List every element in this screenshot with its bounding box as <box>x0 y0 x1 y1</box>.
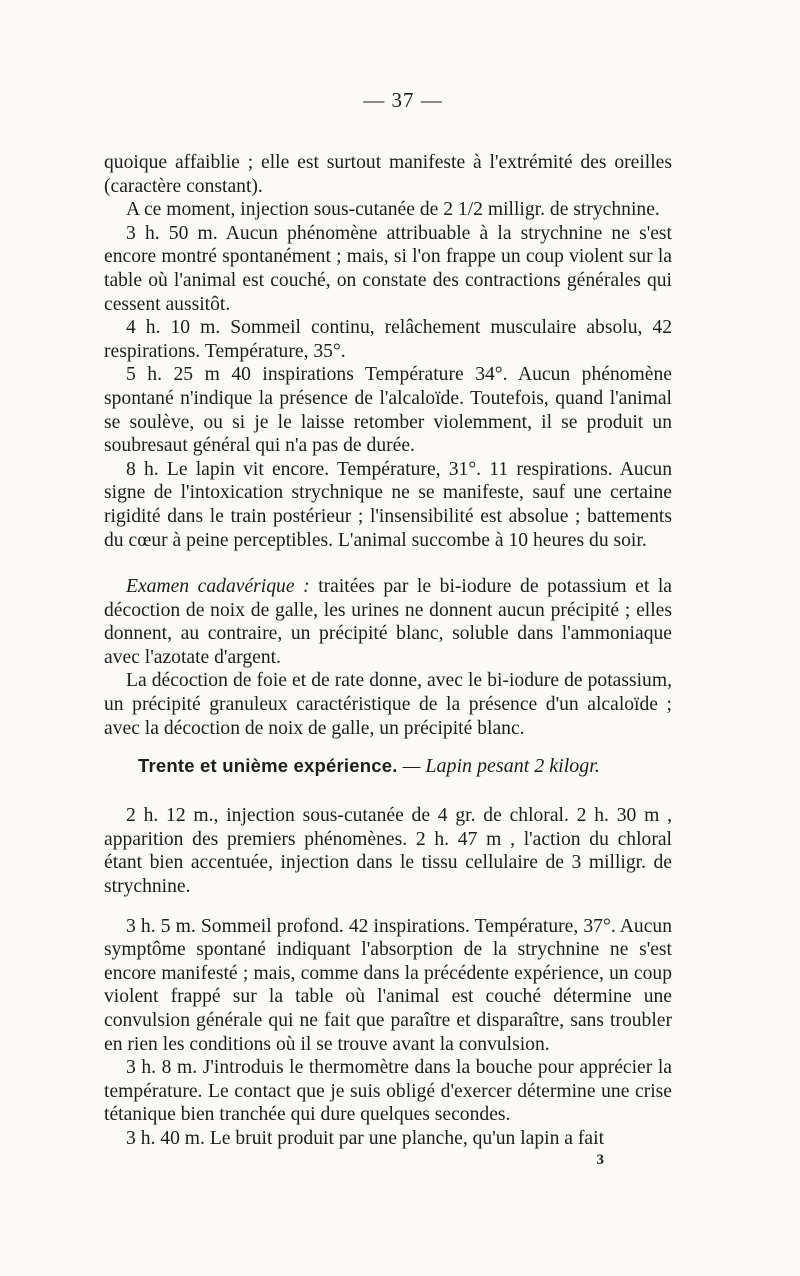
paragraph-7 <box>104 575 672 669</box>
paragraph-10: 3 h. 5 m. Sommeil profond. 42 inspirations. Température, 37°. Aucun symptôme spontané indiquant l'absorption de la strychnine ne s'est encore manifesté ; mais, comme dans la précédente expérience, un coup violent frappé sur la table où l'animal est couché détermine une convulsion générale qui ne fait que paraître et disparaître, sans troubler en rien les conditions où il se trouve avant la convulsion. <box>104 915 672 1055</box>
signature-mark: 3 <box>596 1152 604 1168</box>
heading-title: Trente et unième expérience. <box>138 755 398 777</box>
paragraph-2: A ce moment, injection sous-cutanée de 2 1/2 milligr. de strychnine. <box>126 199 660 221</box>
heading-subtitle: — Lapin pesant 2 kilogr. <box>397 755 600 778</box>
paragraph-5: 5 h. 25 m 40 inspirations Température 34°. Aucun phénomène spontané n'indique la présence de l'alcaloïde. Toutefois, quand l'animal se soulève, ou si je le laisse retomber violemment, il se produit un soubresaut général qui n'a pas de durée. <box>104 364 672 457</box>
paragraph-4: 4 h. 10 m. Sommeil continu, relâchement musculaire absolu, 42 respirations. Température, 35°. <box>104 317 672 362</box>
paragraph-1: quoique affaiblie ; elle est surtout manifeste à l'extrémité des oreilles (caractère constant). <box>104 152 672 197</box>
paragraph-8: La décoction de foie et de rate donne, avec le bi-iodure de potassium, un précipité granuleux caractéristique de la présence d'un alcaloïde ; avec la décoction de noix de galle, un précipité blanc. <box>104 670 672 739</box>
section-heading <box>104 754 672 778</box>
examen-label: Examen cadavérique : <box>126 576 310 598</box>
paragraph-6: 8 h. Le lapin vit encore. Température, 31°. 11 respirations. Aucun signe de l'intoxication strychnique ne se manifeste, sauf une certaine rigidité dans le train postérieur ; l'insensibilité est absolue ; battements du cœur à peine perceptibles. L'animal succombe à 10 heures du soir. <box>104 458 672 551</box>
paragraph-12: 3 h. 40 m. Le bruit produit par une planche, qu'un lapin a fait <box>126 1127 605 1149</box>
text-body <box>104 151 672 1151</box>
page-number: — 37 — <box>363 88 443 112</box>
paragraph-7-text: traitées par le bi-iodure de potassium et la décoction de noix de galle, les urines ne donnent aucun précipité ; elles donnent, au contraire, un précipité blanc, soluble dans l'ammoniaque avec l'azotate d'argent. <box>104 576 672 668</box>
paragraph-9: 2 h. 12 m., injection sous-cutanée de 4 gr. de chloral. 2 h. 30 m , apparition des premiers phénomènes. 2 h. 47 m , l'action du chloral étant bien accentuée, injection dans le tissu cellulaire de 3 milligr. de strychnine. <box>104 805 672 898</box>
paragraph-3: 3 h. 50 m. Aucun phénomène attribuable à la strychnine ne s'est encore montré spontanément ; mais, si l'on frappe un coup violent sur la table où l'animal est couché, on constate des contractions générales qui cessent aussitôt. <box>104 222 672 315</box>
paragraph-11: 3 h. 8 m. J'introduis le thermomètre dans la bouche pour apprécier la température. Le contact que je suis obligé d'exercer détermine une crise tétanique bien tranchée qui dure quelques secondes. <box>104 1057 672 1126</box>
